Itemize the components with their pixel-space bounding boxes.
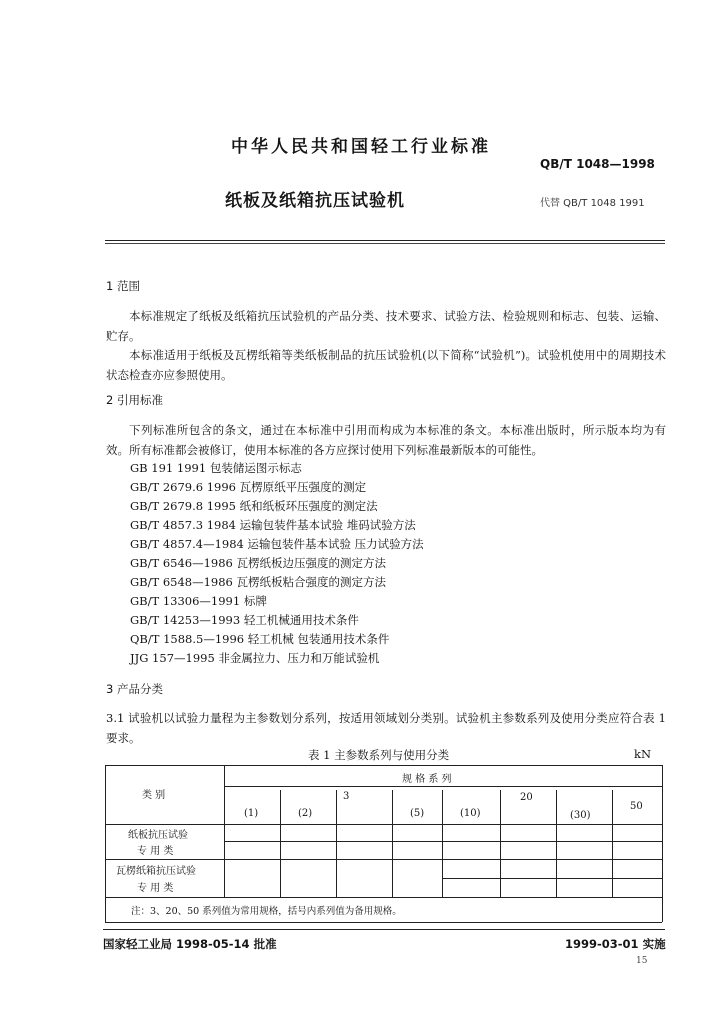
section-1-paragraph-1: 本标准规定了纸板及纸箱抗压试验机的产品分类、技术要求、试验方法、检验规则和标志、包装、运输、贮存。 [106,309,666,343]
table-unit: kN [634,747,652,761]
reference-item: GB/T 2679.8 1995 纸和纸板环压强度的测定法 [130,499,378,513]
table-col-divider [442,790,443,897]
reference-item: JJG 157—1995 非金属拉力、压力和万能试验机 [130,651,380,665]
section-1-paragraph-2: 本标准适用于纸板及瓦楞纸箱等类纸板制品的抗压试验机(以下简称“试验机”)。试验机使用中的周期技术状态检查亦应参照使用。 [106,348,666,382]
table-rule [105,859,662,860]
table-col-divider [556,790,557,897]
table-caption: 表 1 主参数系列与使用分类 [308,748,450,762]
table-border-right [662,765,663,922]
table-value: 50 [630,801,643,812]
table-value: (1) [244,808,259,819]
reference-item: GB/T 4857.3 1984 运输包装件基本试验 堆码试验方法 [130,518,416,532]
reference-item: QB/T 1588.5—1996 轻工机械 包装通用技术条件 [130,632,390,646]
section-1-heading: 1 范围 [106,279,140,293]
table-header-category: 类 别 [142,790,166,801]
table-row-label: 专 用 类 [137,846,174,857]
approval-date: 国家轻工业局 1998-05-14 批准 [103,937,277,951]
reference-item: GB/T 6548—1986 瓦楞纸板粘合强度的测定方法 [130,575,387,589]
reference-item: GB/T 14253—1993 轻工机械通用技术条件 [130,613,359,627]
reference-item: GB/T 13306—1991 标牌 [130,594,267,608]
header-rule [105,240,665,241]
table-col-divider [500,790,501,897]
replaces-note: 代替 QB/T 1048 1991 [540,198,645,209]
document-title: 纸板及纸箱抗压试验机 [225,191,405,211]
table-rule [105,897,662,898]
footer-rule [103,929,665,930]
table-col-divider [612,790,613,897]
table-col-divider [392,790,393,897]
table-rule [224,841,662,842]
table-value: (10) [460,808,481,819]
standard-category-title: 中华人民共和国轻工行业标准 [231,137,491,157]
table-col-divider [224,765,225,897]
table-rule [224,786,662,787]
table-border-top [105,765,662,766]
page-number: 15 [636,956,648,966]
table-value: (30) [570,810,591,821]
reference-item: GB/T 2679.6 1996 瓦楞原纸平压强度的测定 [130,480,367,494]
table-value: 20 [520,792,533,803]
table-col-divider [280,790,281,897]
header-rule-thin [105,243,665,244]
table-rule [105,824,662,825]
table-value: (2) [298,808,313,819]
reference-item: GB/T 4857.4—1984 运输包装件基本试验 压力试验方法 [130,537,424,551]
table-header-spec: 规 格 系 列 [402,774,452,785]
table-value: (5) [410,808,425,819]
table-border-bottom [105,922,662,923]
table-note: 注：3、20、50 系列值为常用规格，括号内系列值为备用规格。 [131,906,402,917]
section-3-paragraph-1: 3.1 试验机以试验力量程为主参数划分系列，按适用领域划分类别。试验机主参数系列及使用分类应符合表 1 要求。 [106,711,666,745]
table-border-left [105,765,106,922]
table-rule [442,878,662,879]
table-row-label: 专 用 类 [137,883,174,894]
effective-date: 1999-03-01 实施 [565,937,666,951]
section-2-heading: 2 引用标准 [106,393,163,407]
table-value: 3 [343,791,350,802]
table-col-divider [336,790,337,897]
section-2-paragraph-1: 下列标准所包含的条文，通过在本标准中引用而构成为本标准的条文。本标准出版时，所示版本均为有效。所有标准都会被修订，使用本标准的各方应探讨使用下列标准最新版本的可能性。 [106,423,666,457]
standard-code: QB/T 1048—1998 [540,157,655,171]
reference-item: GB 191 1991 包装储运图示标志 [130,461,302,475]
table-row-label: 纸板抗压试验 [128,830,188,841]
reference-item: GB/T 6546—1986 瓦楞纸板边压强度的测定方法 [130,556,387,570]
table-row-label: 瓦楞纸箱抗压试验 [116,866,196,877]
section-3-heading: 3 产品分类 [106,682,163,696]
